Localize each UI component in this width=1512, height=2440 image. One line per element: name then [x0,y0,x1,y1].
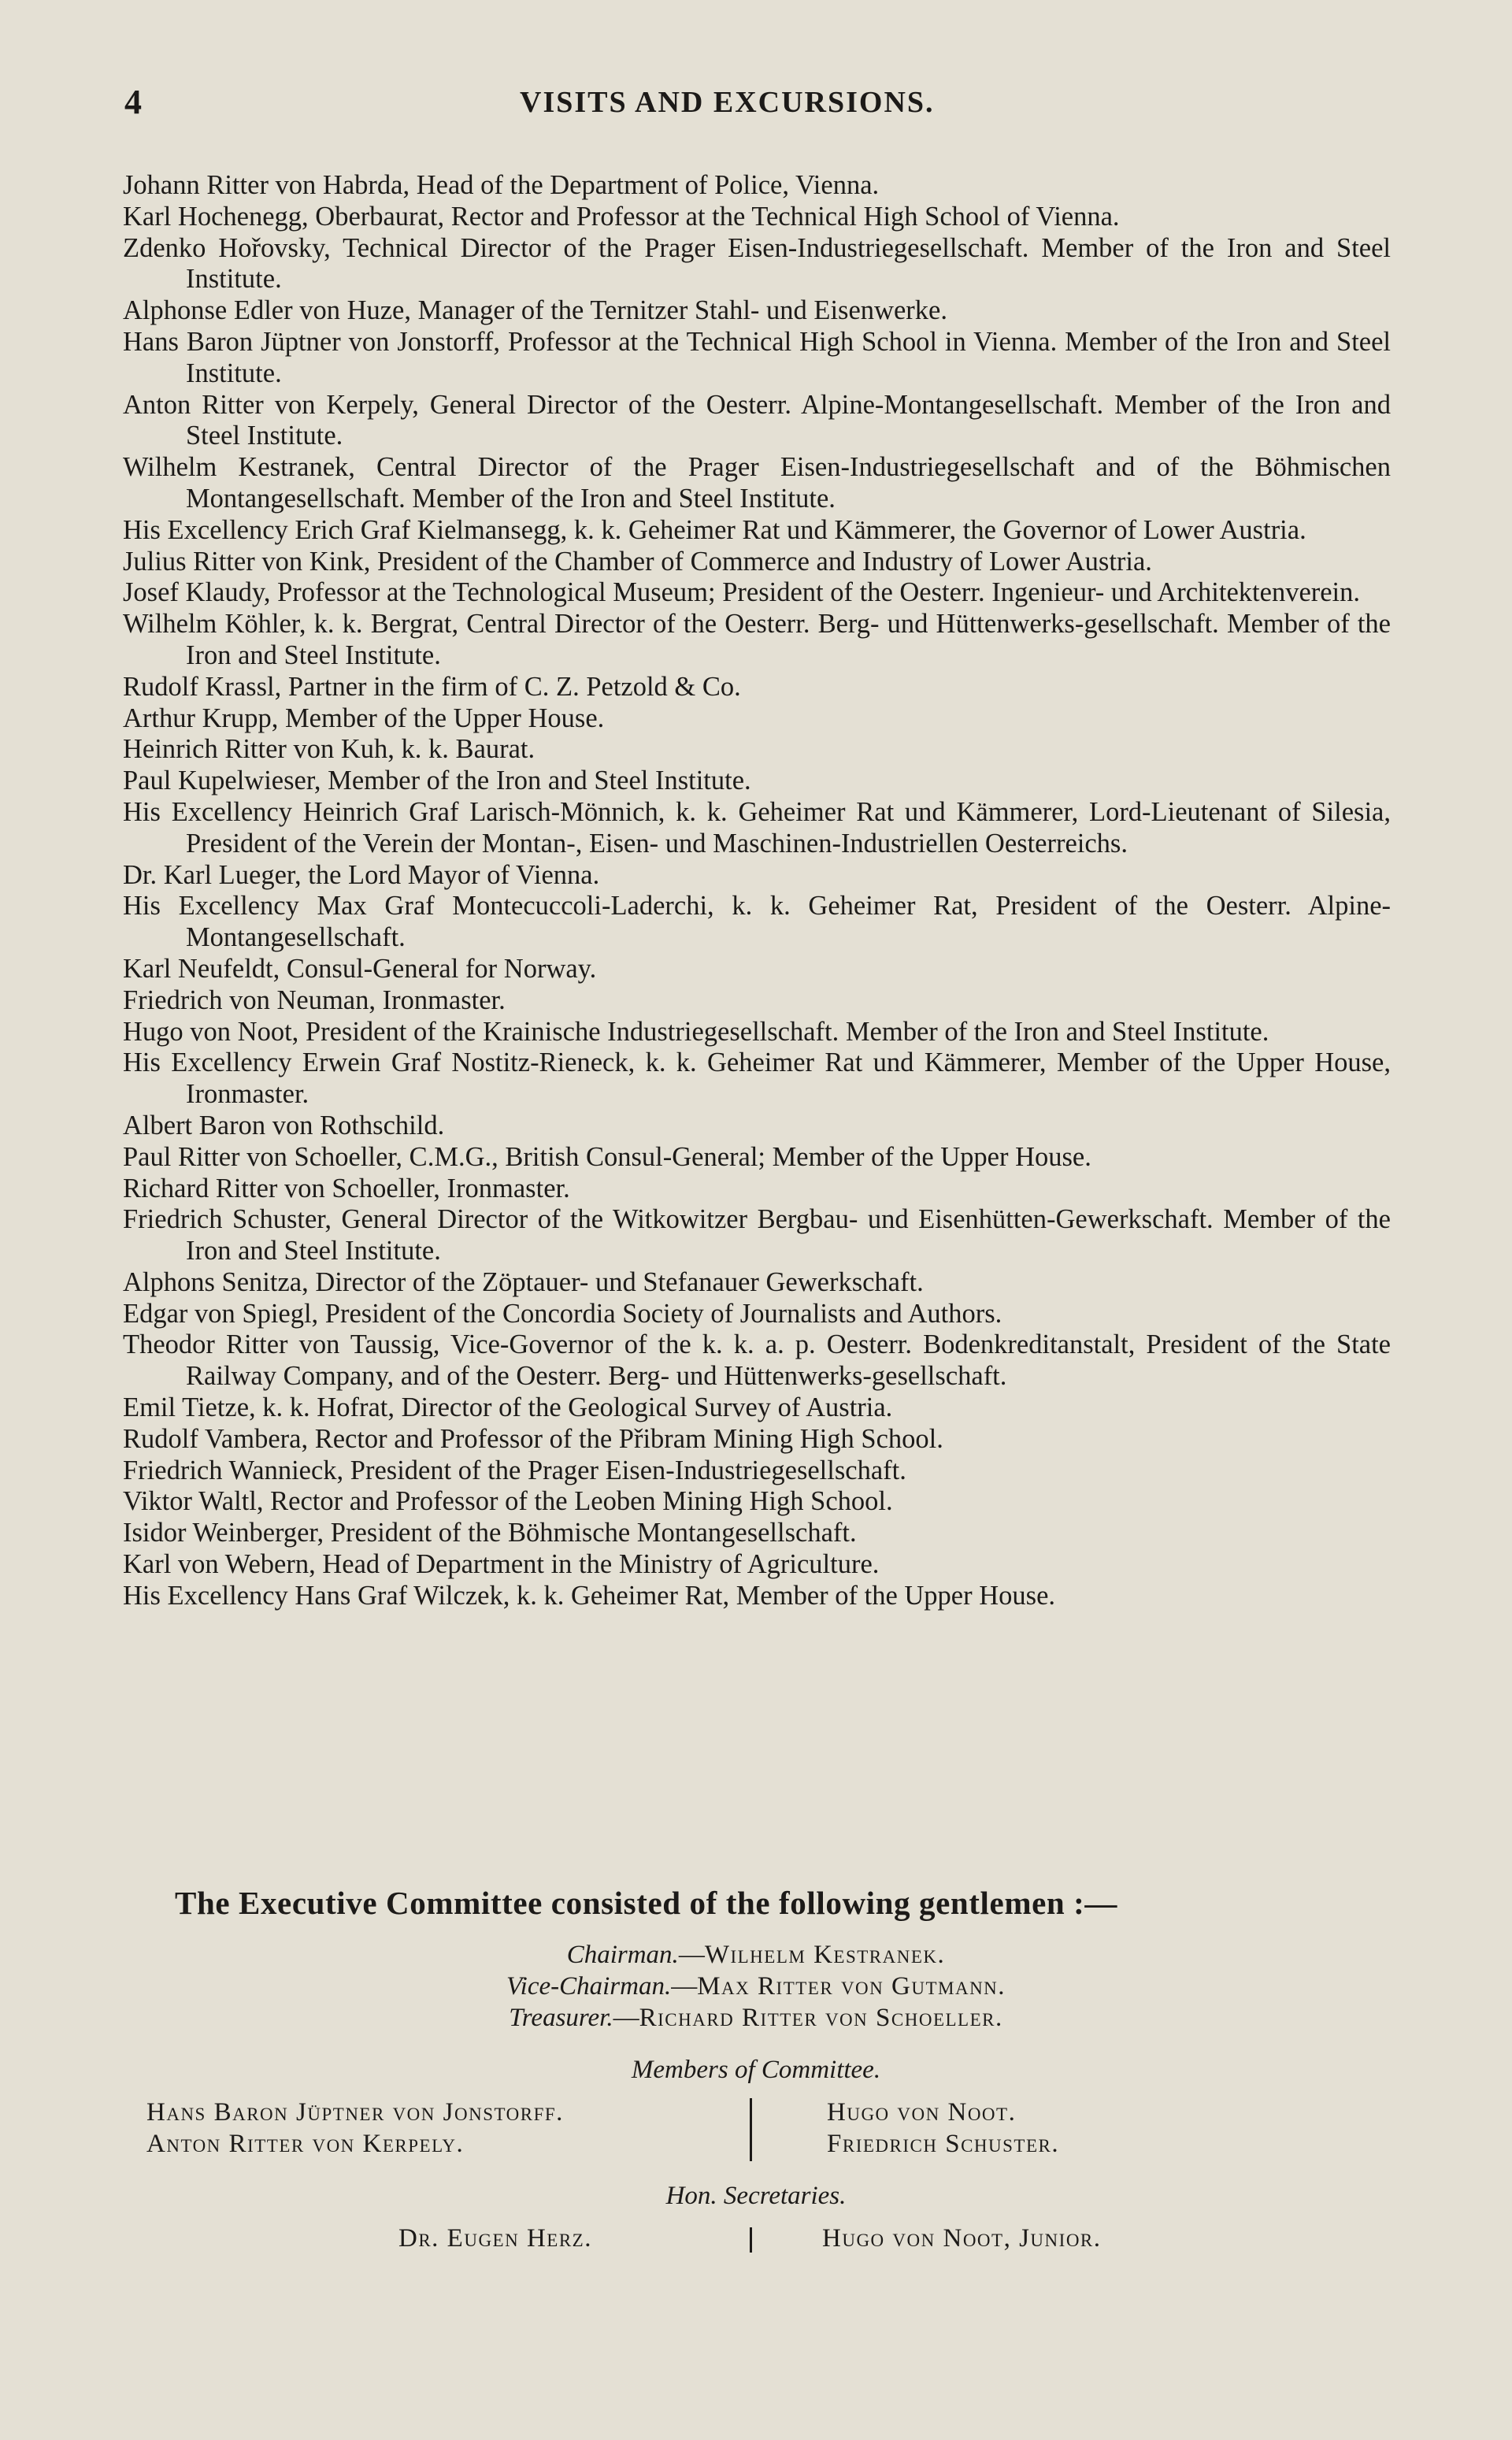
list-item: Wilhelm Kestranek, Central Director of the Prager Eisen-Industriegesellschaft and of the Böhmischen Montangesellschaft. Member of the Iron and Steel Institute. [123,452,1391,514]
list-item: Alphons Senitza, Director of the Zöptauer- und Stefanauer Gewerkschaft. [123,1266,924,1297]
hon-secretaries-heading: Hon. Secretaries. [665,2182,847,2210]
list-item: His Excellency Erich Graf Kielmansegg, k. k. Geheimer Rat und Kämmerer, the Governor of Lower Austria. [123,514,1306,545]
em-dash: — [671,1972,698,2001]
committee-member: Hugo von Noot. [827,2098,1017,2127]
list-item: Edgar von Spiegl, President of the Concordia Society of Journalists and Authors. [123,1298,1002,1329]
members-of-committee-heading: Members of Committee. [631,2056,881,2084]
list-item: Anton Ritter von Kerpely, General Director of the Oesterr. Alpine-Montangesellschaft. Member of the Iron and Steel Institute. [123,389,1391,451]
list-item: Friedrich Wannieck, President of the Prager Eisen-Industriegesellschaft. [123,1455,906,1485]
committee-member: Hans Baron Jüptner von Jonstorff. [146,2098,564,2127]
reception-committee-list [123,170,1391,1612]
committee-members-right [827,2097,1059,2160]
column-divider [750,2098,752,2161]
officer-role: Chairman. [566,1941,679,1969]
officer-name: Max Ritter von Gutmann. [697,1972,1006,2001]
list-item: Hans Baron Jüptner von Jonstorff, Professor at the Technical High School in Vienna. Member of the Iron and Steel Institute. [123,326,1391,388]
list-item: Rudolf Vambera, Rector and Professor of the Přibram Mining High School. [123,1423,943,1454]
list-item: His Excellency Heinrich Graf Larisch-Mönnich, k. k. Geheimer Rat und Kämmerer, Lord-Lieutenant of Silesia, President of the Verein der Montan-, Eisen- und Maschinen-Industriellen Oesterreichs. [123,796,1391,858]
list-item: Dr. Karl Lueger, the Lord Mayor of Vienna. [123,859,600,890]
list-item: Theodor Ritter von Taussig, Vice-Governor of the k. k. a. p. Oesterr. Bodenkreditanstalt, President of the State Railway Company, and of the Oesterr. Berg- und Hüttenwerks-gesellschaft. [123,1329,1391,1392]
officer-name: Wilhelm Kestranek. [704,1941,946,1969]
running-head: VISITS AND EXCURSIONS. [520,86,935,119]
list-item: Wilhelm Köhler, k. k. Bergrat, Central Director of the Oesterr. Berg- und Hüttenwerks-gesellschaft. Member of the Iron and Steel Institute. [123,609,1391,670]
list-item: Heinrich Ritter von Kuh, k. k. Baurat. [123,734,536,765]
officer-treasurer [0,2002,1512,2034]
list-item: Alphonse Edler von Huze, Manager of the Ternitzer Stahl- und Eisenwerke. [123,295,947,326]
officer-role: Vice-Chairman. [506,1972,672,2001]
list-item: Paul Kupelwieser, Member of the Iron and Steel Institute. [123,766,751,796]
secretary-left: Dr. Eugen Herz. [398,2224,592,2253]
committee-member: Friedrich Schuster. [827,2130,1060,2158]
list-item: Paul Ritter von Schoeller, C.M.G., British Consul-General; Member of the Upper House. [123,1141,1091,1172]
officer-name: Richard Ritter von Schoeller. [639,2004,1003,2032]
officer-vice-chairman [0,1971,1512,2002]
list-item: Albert Baron von Rothschild. [123,1110,445,1140]
committee-members-left [146,2097,564,2160]
list-item: His Excellency Max Graf Montecuccoli-Laderchi, k. k. Geheimer Rat, President of the Oesterr. Alpine-Montangesellschaft. [123,891,1391,953]
officer-role: Treasurer. [509,2004,613,2032]
column-divider [750,2227,752,2253]
em-dash: — [613,2004,639,2032]
list-item: Hugo von Noot, President of the Krainische Industriegesellschaft. Member of the Iron and Steel Institute. [123,1016,1269,1047]
list-item: Zdenko Hořovsky, Technical Director of the Prager Eisen-Industriegesellschaft. Member of the Iron and Steel Institute. [123,232,1391,295]
page-number: 4 [124,83,143,121]
secretary-right: Hugo von Noot, Junior. [822,2224,1102,2253]
list-item: His Excellency Erwein Graf Nostitz-Rieneck, k. k. Geheimer Rat und Kämmerer, Member of the Upper House, Ironmaster. [123,1048,1391,1110]
em-dash: — [678,1941,705,1969]
officer-chairman [0,1939,1512,1971]
list-item: Karl Hochenegg, Oberbaurat, Rector and Professor at the Technical High School of Vienna. [123,201,1120,232]
list-item: Josef Klaudy, Professor at the Technological Museum; President of the Oesterr. Ingenieur- und Architektenverein. [123,577,1361,608]
officers-block [0,1939,1512,2034]
list-item: Karl von Webern, Head of Department in the Ministry of Agriculture. [123,1549,880,1580]
list-item: Viktor Waltl, Rector and Professor of the Leoben Mining High School. [123,1486,893,1517]
list-item: Rudolf Krassl, Partner in the firm of C. Z. Petzold & Co. [123,671,741,702]
list-item: Johann Ritter von Habrda, Head of the Department of Police, Vienna. [123,170,880,200]
list-item: Arthur Krupp, Member of the Upper House. [123,703,605,733]
list-item: His Excellency Hans Graf Wilczek, k. k. Geheimer Rat, Member of the Upper House. [123,1580,1056,1611]
executive-committee-heading: The Executive Committee consisted of the following gentlemen :— [175,1885,1117,1921]
list-item: Friedrich von Neuman, Ironmaster. [123,985,506,1015]
committee-member: Anton Ritter von Kerpely. [146,2130,465,2158]
list-item: Isidor Weinberger, President of the Böhmische Montangesellschaft. [123,1518,857,1548]
list-item: Richard Ritter von Schoeller, Ironmaster. [123,1173,570,1203]
list-item: Julius Ritter von Kink, President of the Chamber of Commerce and Industry of Lower Austria. [123,546,1152,577]
list-item: Emil Tietze, k. k. Hofrat, Director of the Geological Survey of Austria. [123,1392,893,1423]
list-item: Friedrich Schuster, General Director of the Witkowitzer Bergbau- und Eisenhütten-Gewerkschaft. Member of the Iron and Steel Institute. [123,1204,1391,1266]
list-item: Karl Neufeldt, Consul-General for Norway. [123,953,597,984]
